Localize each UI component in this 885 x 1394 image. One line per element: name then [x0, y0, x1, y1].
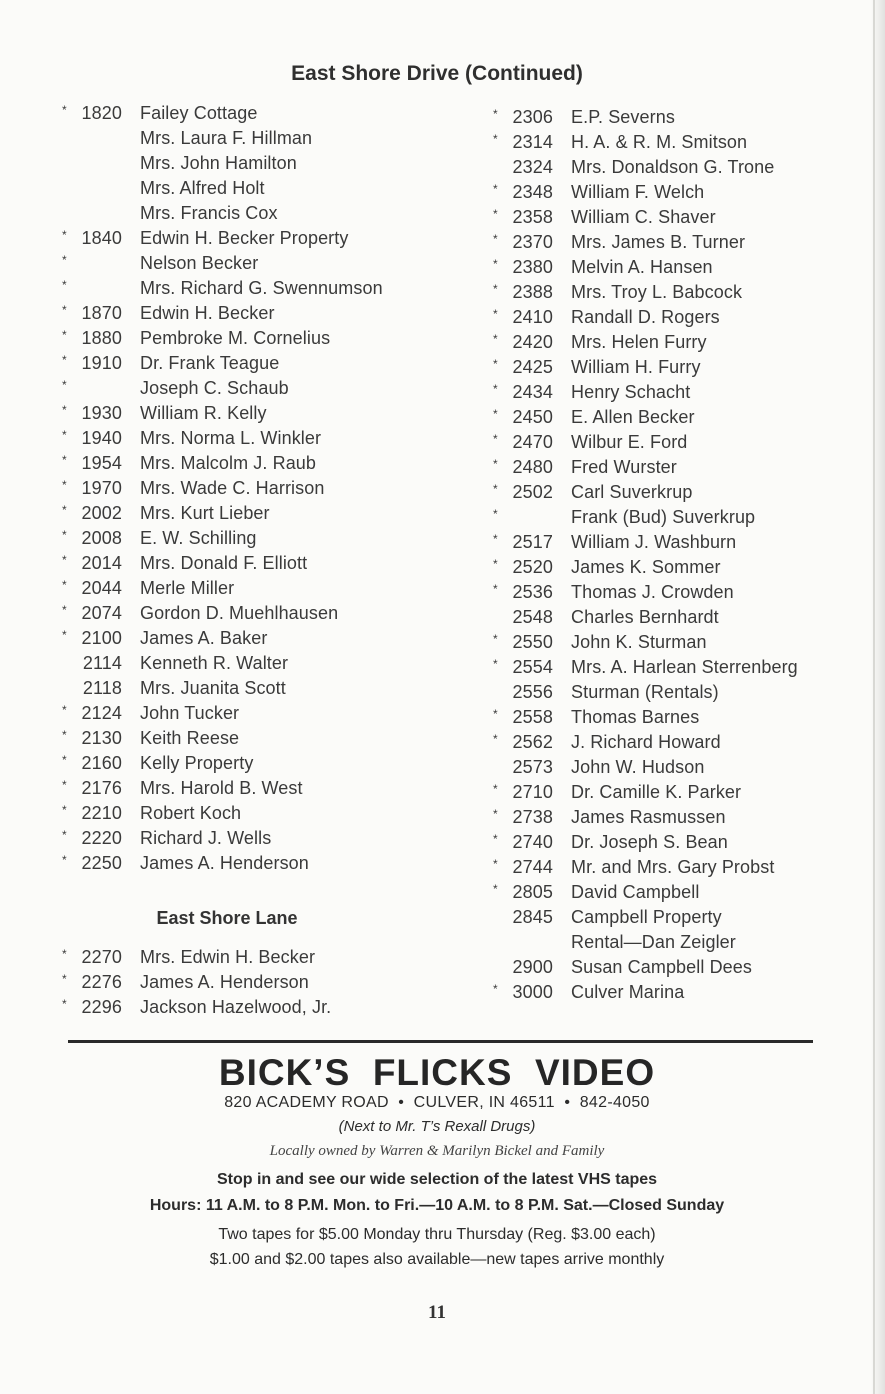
ad-two-tapes: Two tapes for $5.00 Monday thru Thursday (Reg. $3.00 each) — [218, 1226, 656, 1243]
list-item — [62, 101, 462, 126]
house-number: 2425 — [512, 357, 553, 377]
listing-star-mark: * — [62, 253, 67, 267]
resident-name: Richard J. Wells — [140, 828, 272, 848]
house-number: 2008 — [81, 528, 122, 548]
list-item — [493, 230, 853, 255]
list-item — [62, 776, 462, 801]
list-item — [493, 330, 853, 355]
house-number: 2845 — [512, 907, 553, 927]
lane-title: East Shore Lane — [156, 908, 298, 928]
list-item — [493, 830, 853, 855]
house-number: 2410 — [512, 307, 553, 327]
ad-next-to: (Next to Mr. T’s Rexall Drugs) — [338, 1118, 536, 1135]
resident-name: Mrs. Richard G. Swennumson — [140, 278, 383, 298]
house-number: 1870 — [81, 303, 122, 323]
list-item — [493, 155, 853, 180]
house-number: 2554 — [512, 657, 553, 677]
listing-star-mark: * — [62, 478, 67, 492]
list-item — [493, 530, 853, 555]
house-number: 2100 — [81, 628, 122, 648]
list-item — [493, 405, 853, 430]
list-item — [62, 626, 462, 651]
listing-star-mark: * — [62, 428, 67, 442]
resident-name: Kenneth R. Walter — [140, 653, 289, 673]
listing-star-mark: * — [62, 997, 67, 1011]
house-number: 2348 — [512, 182, 553, 202]
house-number: 2118 — [82, 678, 122, 698]
list-item — [62, 176, 462, 201]
house-number: 2296 — [81, 997, 122, 1017]
listing-star-mark: * — [62, 628, 67, 642]
list-item — [493, 605, 853, 630]
list-item — [62, 376, 462, 401]
list-item — [62, 476, 462, 501]
house-number: 2306 — [512, 107, 553, 127]
resident-name: Mrs. Kurt Lieber — [140, 503, 270, 523]
resident-name: Mrs. Alfred Holt — [140, 178, 265, 198]
house-number: 2044 — [81, 578, 122, 598]
listing-star-mark: * — [493, 282, 498, 296]
lane-column — [62, 945, 462, 1020]
resident-name: William F. Welch — [571, 182, 705, 202]
listing-star-mark: * — [62, 503, 67, 517]
resident-name: Mrs. Helen Furry — [571, 332, 707, 352]
house-number: 2314 — [512, 132, 553, 152]
listing-star-mark: * — [493, 707, 498, 721]
ad-owned-by: Locally owned by Warren & Marilyn Bickel and Family — [269, 1143, 605, 1159]
house-number: 2250 — [81, 853, 122, 873]
list-item — [493, 980, 853, 1005]
list-item — [493, 930, 853, 955]
listing-star-mark: * — [62, 853, 67, 867]
house-number: 2710 — [512, 782, 553, 802]
house-number: 2324 — [512, 157, 553, 177]
house-number: 2380 — [512, 257, 553, 277]
list-item — [493, 305, 853, 330]
list-item — [62, 826, 462, 851]
list-item — [493, 205, 853, 230]
resident-name: Nelson Becker — [140, 253, 259, 273]
house-number: 2114 — [82, 653, 122, 673]
house-number: 2074 — [81, 603, 122, 623]
list-item — [493, 955, 853, 980]
resident-name: Failey Cottage — [140, 103, 258, 123]
ad-store-name: BICK’S FLICKS VIDEO — [218, 1052, 656, 1093]
listing-star-mark: * — [493, 557, 498, 571]
listing-star-mark: * — [493, 357, 498, 371]
house-number: 2480 — [512, 457, 553, 477]
listing-star-mark: * — [493, 407, 498, 421]
house-number: 1910 — [81, 353, 122, 373]
list-item — [493, 180, 853, 205]
resident-name: Keith Reese — [140, 728, 240, 748]
listing-star-mark: * — [493, 657, 498, 671]
list-item — [493, 705, 853, 730]
house-number: 2520 — [512, 557, 553, 577]
house-number: 2210 — [81, 803, 122, 823]
list-item — [62, 426, 462, 451]
list-item — [493, 880, 853, 905]
resident-name: Merle Miller — [140, 578, 235, 598]
listing-star-mark: * — [62, 328, 67, 342]
listing-star-mark: * — [493, 832, 498, 846]
listing-star-mark: * — [493, 532, 498, 546]
list-item — [62, 276, 462, 301]
listing-star-mark: * — [62, 103, 67, 117]
resident-name: Mrs. Malcolm J. Raub — [140, 453, 317, 473]
resident-name: Randall D. Rogers — [571, 307, 720, 327]
listing-star-mark: * — [493, 232, 498, 246]
list-item — [493, 505, 853, 530]
house-number: 1940 — [81, 428, 122, 448]
house-number: 2517 — [512, 532, 553, 552]
list-item — [62, 601, 462, 626]
resident-name: Kelly Property — [140, 753, 254, 773]
list-item — [62, 576, 462, 601]
house-number: 2744 — [512, 857, 553, 877]
list-item — [493, 655, 853, 680]
list-item — [62, 126, 462, 151]
resident-name: James Rasmussen — [571, 807, 726, 827]
listing-star-mark: * — [493, 307, 498, 321]
listing-star-mark: * — [493, 257, 498, 271]
list-item — [493, 680, 853, 705]
list-item — [493, 630, 853, 655]
list-item — [493, 905, 853, 930]
section-title: East Shore Drive (Continued) — [291, 62, 583, 85]
resident-name: Mrs. Wade C. Harrison — [140, 478, 325, 498]
house-number: 2276 — [81, 972, 122, 992]
resident-name: Edwin H. Becker — [140, 303, 275, 323]
listing-star-mark: * — [62, 778, 67, 792]
list-item — [493, 105, 853, 130]
list-item — [62, 201, 462, 226]
list-item — [62, 676, 462, 701]
listing-star-mark: * — [62, 728, 67, 742]
listing-star-mark: * — [493, 507, 498, 521]
resident-name: E. W. Schilling — [140, 528, 257, 548]
list-item — [62, 995, 462, 1020]
listing-star-mark: * — [493, 382, 498, 396]
listing-star-mark: * — [62, 753, 67, 767]
listing-star-mark: * — [493, 782, 498, 796]
listing-star-mark: * — [493, 457, 498, 471]
house-number: 2176 — [81, 778, 122, 798]
resident-name: William R. Kelly — [140, 403, 267, 423]
house-number: 2550 — [512, 632, 553, 652]
ad-address: 820 ACADEMY ROAD • CULVER, IN 46511 • 842-4050 — [224, 1094, 650, 1111]
resident-name: Mrs. A. Harlean Sterrenberg — [571, 657, 798, 677]
resident-name: David Campbell — [571, 882, 700, 902]
resident-name: J. Richard Howard — [571, 732, 721, 752]
list-item — [493, 130, 853, 155]
listing-star-mark: * — [493, 732, 498, 746]
resident-name: Mrs. Donaldson G. Trone — [571, 157, 775, 177]
page-number: 11 — [428, 1302, 446, 1323]
resident-name: Charles Bernhardt — [571, 607, 719, 627]
house-number: 2434 — [512, 382, 553, 402]
resident-name: John K. Sturman — [571, 632, 707, 652]
house-number: 2130 — [81, 728, 122, 748]
house-number: 2124 — [81, 703, 122, 723]
listing-star-mark: * — [62, 553, 67, 567]
house-number: 1954 — [81, 453, 122, 473]
resident-name: Mrs. James B. Turner — [571, 232, 746, 252]
list-item — [493, 805, 853, 830]
resident-name: Fred Wurster — [571, 457, 677, 477]
house-number: 2558 — [512, 707, 553, 727]
house-number: 2900 — [512, 957, 553, 977]
resident-name: Pembroke M. Cornelius — [140, 328, 331, 348]
resident-name: Mrs. Edwin H. Becker — [140, 947, 316, 967]
resident-name: William J. Washburn — [571, 532, 737, 552]
resident-name: Carl Suverkrup — [571, 482, 693, 502]
house-number: 2270 — [81, 947, 122, 967]
listing-star-mark: * — [493, 807, 498, 821]
listing-star-mark: * — [62, 828, 67, 842]
house-number: 2536 — [512, 582, 553, 602]
listing-star-mark: * — [493, 432, 498, 446]
resident-name: Mrs. Harold B. West — [140, 778, 303, 798]
house-number: 2548 — [512, 607, 553, 627]
resident-name: Wilbur E. Ford — [571, 432, 688, 452]
list-item — [62, 151, 462, 176]
house-number: 2470 — [512, 432, 553, 452]
ad-availability: $1.00 and $2.00 tapes also available—new tapes arrive monthly — [209, 1251, 665, 1268]
list-item — [62, 451, 462, 476]
listing-star-mark: * — [62, 453, 67, 467]
resident-name: William C. Shaver — [571, 207, 716, 227]
resident-name: Edwin H. Becker Property — [140, 228, 349, 248]
list-item — [62, 351, 462, 376]
listing-star-mark: * — [62, 947, 67, 961]
resident-name: Dr. Camille K. Parker — [571, 782, 742, 802]
list-item — [493, 755, 853, 780]
list-item — [493, 580, 853, 605]
list-item — [493, 780, 853, 805]
resident-name: Rental—Dan Zeigler — [571, 932, 736, 952]
house-number: 1930 — [81, 403, 122, 423]
list-item — [62, 751, 462, 776]
house-number: 2370 — [512, 232, 553, 252]
house-number: 1880 — [81, 328, 122, 348]
listing-star-mark: * — [493, 207, 498, 221]
resident-name: Sturman (Rentals) — [571, 682, 719, 702]
house-number: 1840 — [81, 228, 122, 248]
house-number: 2388 — [512, 282, 553, 302]
listing-star-mark: * — [493, 132, 498, 146]
resident-name: Mrs. Donald F. Elliott — [140, 553, 308, 573]
resident-name: Mrs. Norma L. Winkler — [140, 428, 322, 448]
listing-star-mark: * — [62, 578, 67, 592]
listing-star-mark: * — [62, 278, 67, 292]
listing-star-mark: * — [493, 107, 498, 121]
list-item — [62, 251, 462, 276]
list-item — [493, 555, 853, 580]
left-column — [62, 101, 462, 876]
resident-name: H. A. & R. M. Smitson — [571, 132, 748, 152]
house-number: 2556 — [512, 682, 553, 702]
list-item — [493, 280, 853, 305]
resident-name: Dr. Joseph S. Bean — [571, 832, 728, 852]
house-number: 1970 — [81, 478, 122, 498]
resident-name: James A. Baker — [140, 628, 268, 648]
house-number: 1820 — [81, 103, 122, 123]
house-number: 2420 — [512, 332, 553, 352]
list-item — [493, 855, 853, 880]
resident-name: Mrs. Laura F. Hillman — [140, 128, 313, 148]
resident-name: Susan Campbell Dees — [571, 957, 752, 977]
resident-name: Thomas J. Crowden — [571, 582, 734, 602]
list-item — [62, 501, 462, 526]
resident-name: John W. Hudson — [571, 757, 705, 777]
resident-name: Mrs. Francis Cox — [140, 203, 278, 223]
resident-name: Mr. and Mrs. Gary Probst — [571, 857, 775, 877]
listing-star-mark: * — [493, 482, 498, 496]
resident-name: E.P. Severns — [571, 107, 675, 127]
list-item — [493, 380, 853, 405]
house-number: 2220 — [81, 828, 122, 848]
resident-name: Henry Schacht — [571, 382, 691, 402]
list-item — [62, 401, 462, 426]
resident-name: Joseph C. Schaub — [140, 378, 289, 398]
resident-name: E. Allen Becker — [571, 407, 695, 427]
ad-hours: Hours: 11 A.M. to 8 P.M. Mon. to Fri.—10 A.M. to 8 P.M. Sat.—Closed Sunday — [149, 1197, 725, 1214]
listing-star-mark: * — [493, 632, 498, 646]
resident-name: John Tucker — [140, 703, 240, 723]
listing-star-mark: * — [62, 403, 67, 417]
house-number: 2002 — [81, 503, 122, 523]
house-number: 2450 — [512, 407, 553, 427]
list-item — [62, 726, 462, 751]
resident-name: Thomas Barnes — [571, 707, 700, 727]
resident-name: James A. Henderson — [140, 972, 309, 992]
ad-stop-in: Stop in and see our wide selection of the latest VHS tapes — [216, 1171, 658, 1188]
resident-name: Culver Marina — [571, 982, 685, 1002]
list-item — [62, 526, 462, 551]
house-number: 2160 — [81, 753, 122, 773]
house-number: 2502 — [512, 482, 553, 502]
listing-star-mark: * — [493, 882, 498, 896]
listing-star-mark: * — [62, 303, 67, 317]
list-item — [62, 551, 462, 576]
list-item — [493, 355, 853, 380]
listing-star-mark: * — [62, 228, 67, 242]
house-number: 3000 — [512, 982, 553, 1002]
resident-name: Robert Koch — [140, 803, 242, 823]
house-number: 2740 — [512, 832, 553, 852]
listing-star-mark: * — [493, 982, 498, 996]
listing-star-mark: * — [62, 972, 67, 986]
list-item — [493, 430, 853, 455]
house-number: 2738 — [512, 807, 553, 827]
list-item — [493, 730, 853, 755]
listing-star-mark: * — [62, 353, 67, 367]
list-item — [62, 326, 462, 351]
resident-name: Gordon D. Muehlhausen — [140, 603, 339, 623]
resident-name: Mrs. John Hamilton — [140, 153, 297, 173]
resident-name: James A. Henderson — [140, 853, 309, 873]
listing-star-mark: * — [62, 803, 67, 817]
listing-star-mark: * — [493, 182, 498, 196]
listing-star-mark: * — [493, 582, 498, 596]
list-item — [62, 851, 462, 876]
listing-star-mark: * — [62, 603, 67, 617]
list-item — [62, 970, 462, 995]
house-number: 2562 — [512, 732, 553, 752]
house-number: 2573 — [512, 757, 553, 777]
resident-name: Melvin A. Hansen — [571, 257, 713, 277]
listing-star-mark: * — [62, 378, 67, 392]
house-number: 2014 — [81, 553, 122, 573]
resident-name: Mrs. Juanita Scott — [140, 678, 286, 698]
resident-name: William H. Furry — [571, 357, 701, 377]
resident-name: Jackson Hazelwood, Jr. — [140, 997, 332, 1017]
right-column — [493, 105, 853, 1005]
resident-name: Dr. Frank Teague — [140, 353, 280, 373]
house-number: 2358 — [512, 207, 553, 227]
resident-name: James K. Sommer — [571, 557, 721, 577]
list-item — [493, 480, 853, 505]
listing-star-mark: * — [62, 703, 67, 717]
listing-star-mark: * — [493, 332, 498, 346]
list-item — [62, 701, 462, 726]
resident-name: Frank (Bud) Suverkrup — [571, 507, 756, 527]
list-item — [493, 255, 853, 280]
list-item — [62, 801, 462, 826]
list-item — [493, 455, 853, 480]
resident-name: Campbell Property — [571, 907, 722, 927]
list-item — [62, 301, 462, 326]
listing-star-mark: * — [62, 528, 67, 542]
ad-divider — [68, 1040, 813, 1043]
list-item — [62, 651, 462, 676]
listing-star-mark: * — [493, 857, 498, 871]
house-number: 2805 — [512, 882, 553, 902]
list-item — [62, 226, 462, 251]
list-item — [62, 945, 462, 970]
resident-name: Mrs. Troy L. Babcock — [571, 282, 743, 302]
